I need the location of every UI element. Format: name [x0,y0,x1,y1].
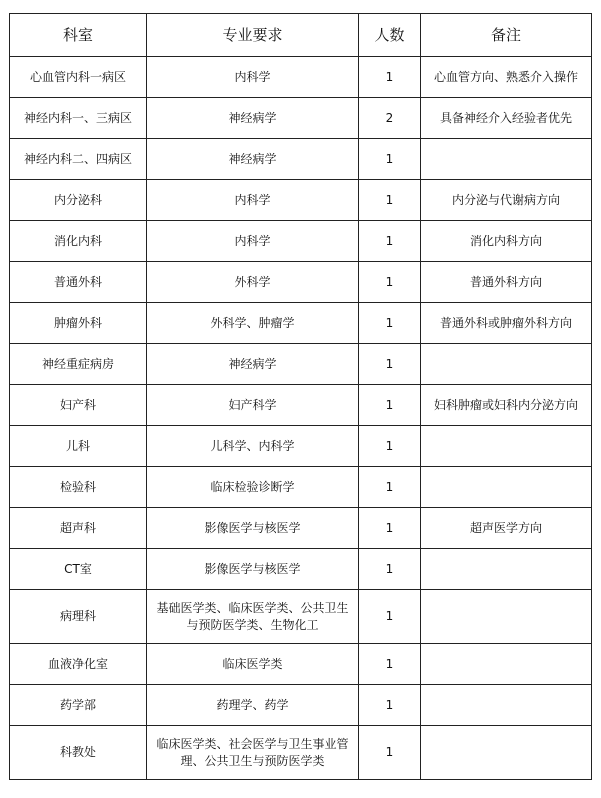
cell-count: 1 [359,139,421,180]
cell-major: 神经病学 [147,344,359,385]
cell-remark [421,344,592,385]
cell-major: 内科学 [147,221,359,262]
cell-major: 影像医学与核医学 [147,549,359,590]
table-row [10,139,592,180]
cell-major: 外科学 [147,262,359,303]
cell-remark: 消化内科方向 [421,221,592,262]
cell-count: 1 [359,262,421,303]
table-row [10,426,592,467]
table-row [10,221,592,262]
cell-dept: 肿瘤外科 [10,303,147,344]
cell-count: 1 [359,467,421,508]
table-row [10,549,592,590]
cell-dept: 心血管内科一病区 [10,57,147,98]
table-row [10,685,592,726]
cell-remark [421,467,592,508]
cell-remark [421,549,592,590]
cell-dept: 血液净化室 [10,644,147,685]
cell-major: 神经病学 [147,139,359,180]
header-remark: 备注 [421,14,592,57]
cell-count: 1 [359,344,421,385]
cell-remark: 普通外科或肿瘤外科方向 [421,303,592,344]
cell-count: 1 [359,549,421,590]
cell-major: 影像医学与核医学 [147,508,359,549]
cell-dept: 消化内科 [10,221,147,262]
cell-dept: 妇产科 [10,385,147,426]
cell-remark: 内分泌与代谢病方向 [421,180,592,221]
cell-count: 1 [359,180,421,221]
header-count: 人数 [359,14,421,57]
table-row [10,57,592,98]
cell-remark: 普通外科方向 [421,262,592,303]
cell-remark: 超声医学方向 [421,508,592,549]
cell-major: 基础医学类、临床医学类、公共卫生与预防医学类、生物化工 [147,590,359,644]
table-row [10,98,592,139]
cell-count: 1 [359,590,421,644]
cell-major: 临床医学类、社会医学与卫生事业管理、公共卫生与预防医学类 [147,726,359,780]
table-row [10,344,592,385]
cell-dept: 神经内科一、三病区 [10,98,147,139]
cell-major: 儿科学、内科学 [147,426,359,467]
cell-remark [421,685,592,726]
cell-dept: 普通外科 [10,262,147,303]
cell-major: 内科学 [147,57,359,98]
cell-remark [421,139,592,180]
cell-remark: 心血管方向、熟悉介入操作 [421,57,592,98]
table-row [10,180,592,221]
header-major: 专业要求 [147,14,359,57]
cell-remark: 具备神经介入经验者优先 [421,98,592,139]
cell-count: 1 [359,57,421,98]
header-row [10,14,592,57]
cell-remark [421,726,592,780]
cell-count: 1 [359,508,421,549]
cell-dept: 药学部 [10,685,147,726]
table-header [10,14,592,57]
recruitment-table [9,13,592,780]
table-row [10,508,592,549]
cell-dept: 病理科 [10,590,147,644]
cell-count: 1 [359,644,421,685]
table-row [10,262,592,303]
cell-major: 内科学 [147,180,359,221]
cell-count: 1 [359,685,421,726]
cell-major: 临床医学类 [147,644,359,685]
cell-dept: 儿科 [10,426,147,467]
cell-remark [421,644,592,685]
table-row [10,726,592,780]
cell-count: 1 [359,221,421,262]
cell-major: 妇产科学 [147,385,359,426]
cell-count: 1 [359,303,421,344]
cell-count: 2 [359,98,421,139]
cell-dept: 超声科 [10,508,147,549]
cell-major: 外科学、肿瘤学 [147,303,359,344]
cell-dept: 内分泌科 [10,180,147,221]
cell-major: 临床检验诊断学 [147,467,359,508]
table-row [10,590,592,644]
table-row [10,385,592,426]
cell-dept: 神经重症病房 [10,344,147,385]
table-row [10,303,592,344]
cell-remark: 妇科肿瘤或妇科内分泌方向 [421,385,592,426]
recruitment-table-container [9,13,591,780]
table-row [10,644,592,685]
cell-count: 1 [359,426,421,467]
cell-remark [421,590,592,644]
cell-dept: 检验科 [10,467,147,508]
cell-dept: 神经内科二、四病区 [10,139,147,180]
header-dept: 科室 [10,14,147,57]
cell-dept: CT室 [10,549,147,590]
cell-count: 1 [359,726,421,780]
cell-remark [421,426,592,467]
cell-major: 药理学、药学 [147,685,359,726]
table-row [10,467,592,508]
cell-dept: 科教处 [10,726,147,780]
table-body [10,57,592,780]
cell-major: 神经病学 [147,98,359,139]
cell-count: 1 [359,385,421,426]
